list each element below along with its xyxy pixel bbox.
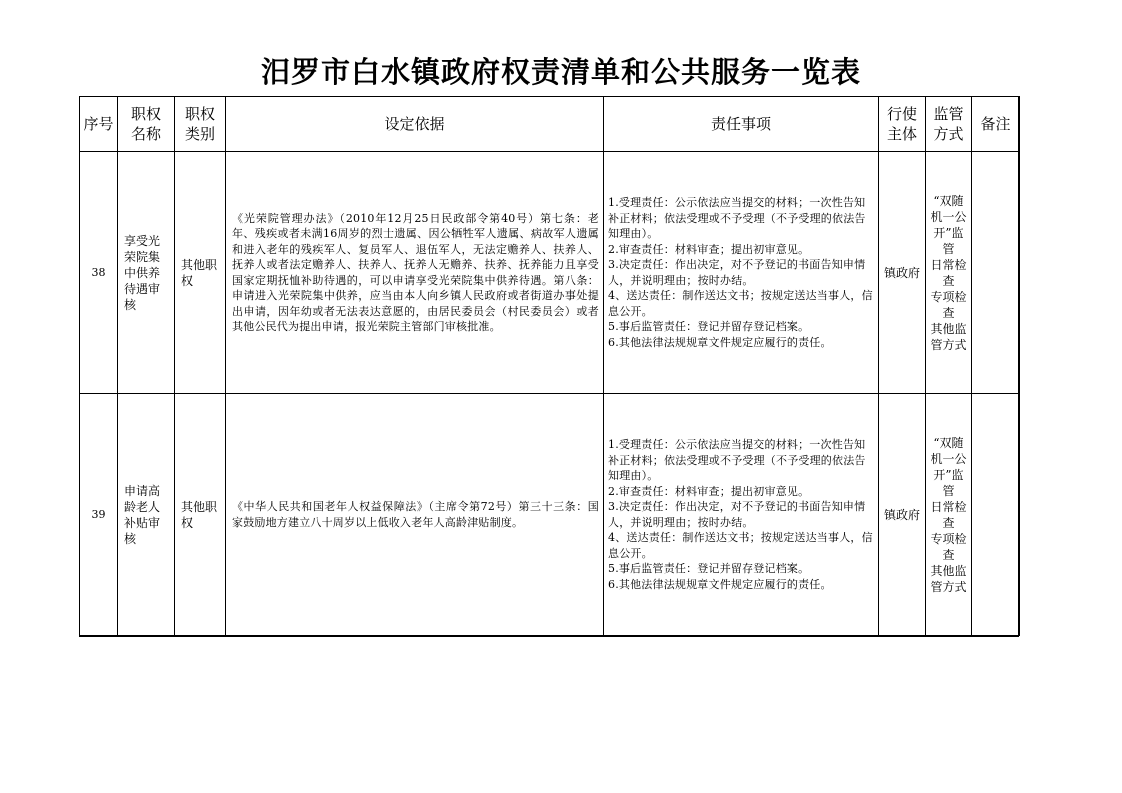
header-method <box>926 97 972 152</box>
row-seq: 38 <box>80 152 118 394</box>
row-note <box>972 394 1020 636</box>
responsibility-table <box>79 96 1020 636</box>
table-row <box>80 152 1020 394</box>
row-responsibility <box>604 152 879 394</box>
row-name: 申请高龄老人补贴审核 <box>118 394 175 636</box>
row-subject: 镇政府 <box>879 152 926 394</box>
responsibility-item: 1.受理责任：公示依法应当提交的材料；一次性告知补正材料；依法受理或不予受理（不予受理的依法告知理由）。 <box>608 196 866 240</box>
page-title: 汨罗市白水镇政府权责清单和公共服务一览表 <box>260 55 861 89</box>
header-responsibility: 责任事项 <box>604 97 879 152</box>
row-type: 其他职权 <box>175 394 226 636</box>
header-method-text: 监管方式 <box>933 105 964 143</box>
responsibility-item: 3.决定责任：作出决定，对不予登记的书面告知申情人，并说明理由；按时办结。 <box>608 258 866 287</box>
responsibility-item: 5.事后监管责任：登记并留存登记档案。 <box>608 320 810 333</box>
header-basis: 设定依据 <box>226 97 604 152</box>
header-subject-text: 行使主体 <box>886 105 917 143</box>
header-name-text: 职权名称 <box>130 105 161 143</box>
responsibility-item: 2.审查责任：材料审查；提出初审意见。 <box>608 242 810 256</box>
responsibility-item: 1.受理责任：公示依法应当提交的材料；一次性告知补正材料；依法受理或不予受理（不予受理的依法告知理由）。 <box>608 438 866 482</box>
header-note: 备注 <box>972 97 1020 152</box>
responsibility-item: 4、送达责任：制作送达文书；按规定送达当事人，信息公开。 <box>608 289 873 318</box>
header-seq: 序号 <box>80 97 118 152</box>
row-name: 享受光荣院集中供养待遇审核 <box>118 152 175 394</box>
header-type <box>175 97 226 152</box>
row-seq: 39 <box>80 394 118 636</box>
row-method: “双随机一公开”监管 日常检查 专项检查 其他监管方式 <box>926 152 972 394</box>
header-name <box>118 97 175 152</box>
header-type-text: 职权类别 <box>184 105 215 143</box>
responsibility-item: 4、送达责任：制作送达文书；按规定送达当事人，信息公开。 <box>608 531 873 560</box>
row-subject: 镇政府 <box>879 394 926 636</box>
table-header-row <box>80 97 1020 152</box>
row-method: “双随机一公开”监管 日常检查 专项检查 其他监管方式 <box>926 394 972 636</box>
responsibility-item: 6.其他法律法规规章文件规定应履行的责任。 <box>608 335 832 349</box>
row-note <box>972 152 1020 394</box>
responsibility-item: 3.决定责任：作出决定，对不予登记的书面告知申情人，并说明理由；按时办结。 <box>608 500 866 529</box>
row-basis: 《光荣院管理办法》（2010年12月25日民政部令第40号）第七条：老年、残疾或者未满16周岁的烈士遗属、因公牺牲军人遗属、病故军人遗属和进入老年的残疾军人、复员军人、退伍军人，无法定赡养人、扶养人、抚养人或者法定赡养人、扶养人、抚养人无赡养、扶养、抚养能力且享受国家定期抚恤补助待遇的，可以申请享受光荣院集中供养待遇。第八条：申请进入光荣院集中供养，应当由本人向乡镇人民政府或者街道办事处提出申请，因年幼或者无法表达意愿的，由居民委员会（村民委员会）或者其他公民代为提出申请，报光荣院主管部门审核批准。 <box>226 152 604 394</box>
row-responsibility <box>604 394 879 636</box>
row-basis: 《中华人民共和国老年人权益保障法》（主席令第72号）第三十三条：国家鼓励地方建立八十周岁以上低收入老年人高龄津贴制度。 <box>226 394 604 636</box>
responsibility-item: 2.审查责任：材料审查；提出初审意见。 <box>608 484 810 498</box>
responsibility-item: 6.其他法律法规规章文件规定应履行的责任。 <box>608 577 832 591</box>
table-row <box>80 394 1020 636</box>
row-type: 其他职权 <box>175 152 226 394</box>
header-subject <box>879 97 926 152</box>
responsibility-item: 5.事后监管责任：登记并留存登记档案。 <box>608 562 810 575</box>
